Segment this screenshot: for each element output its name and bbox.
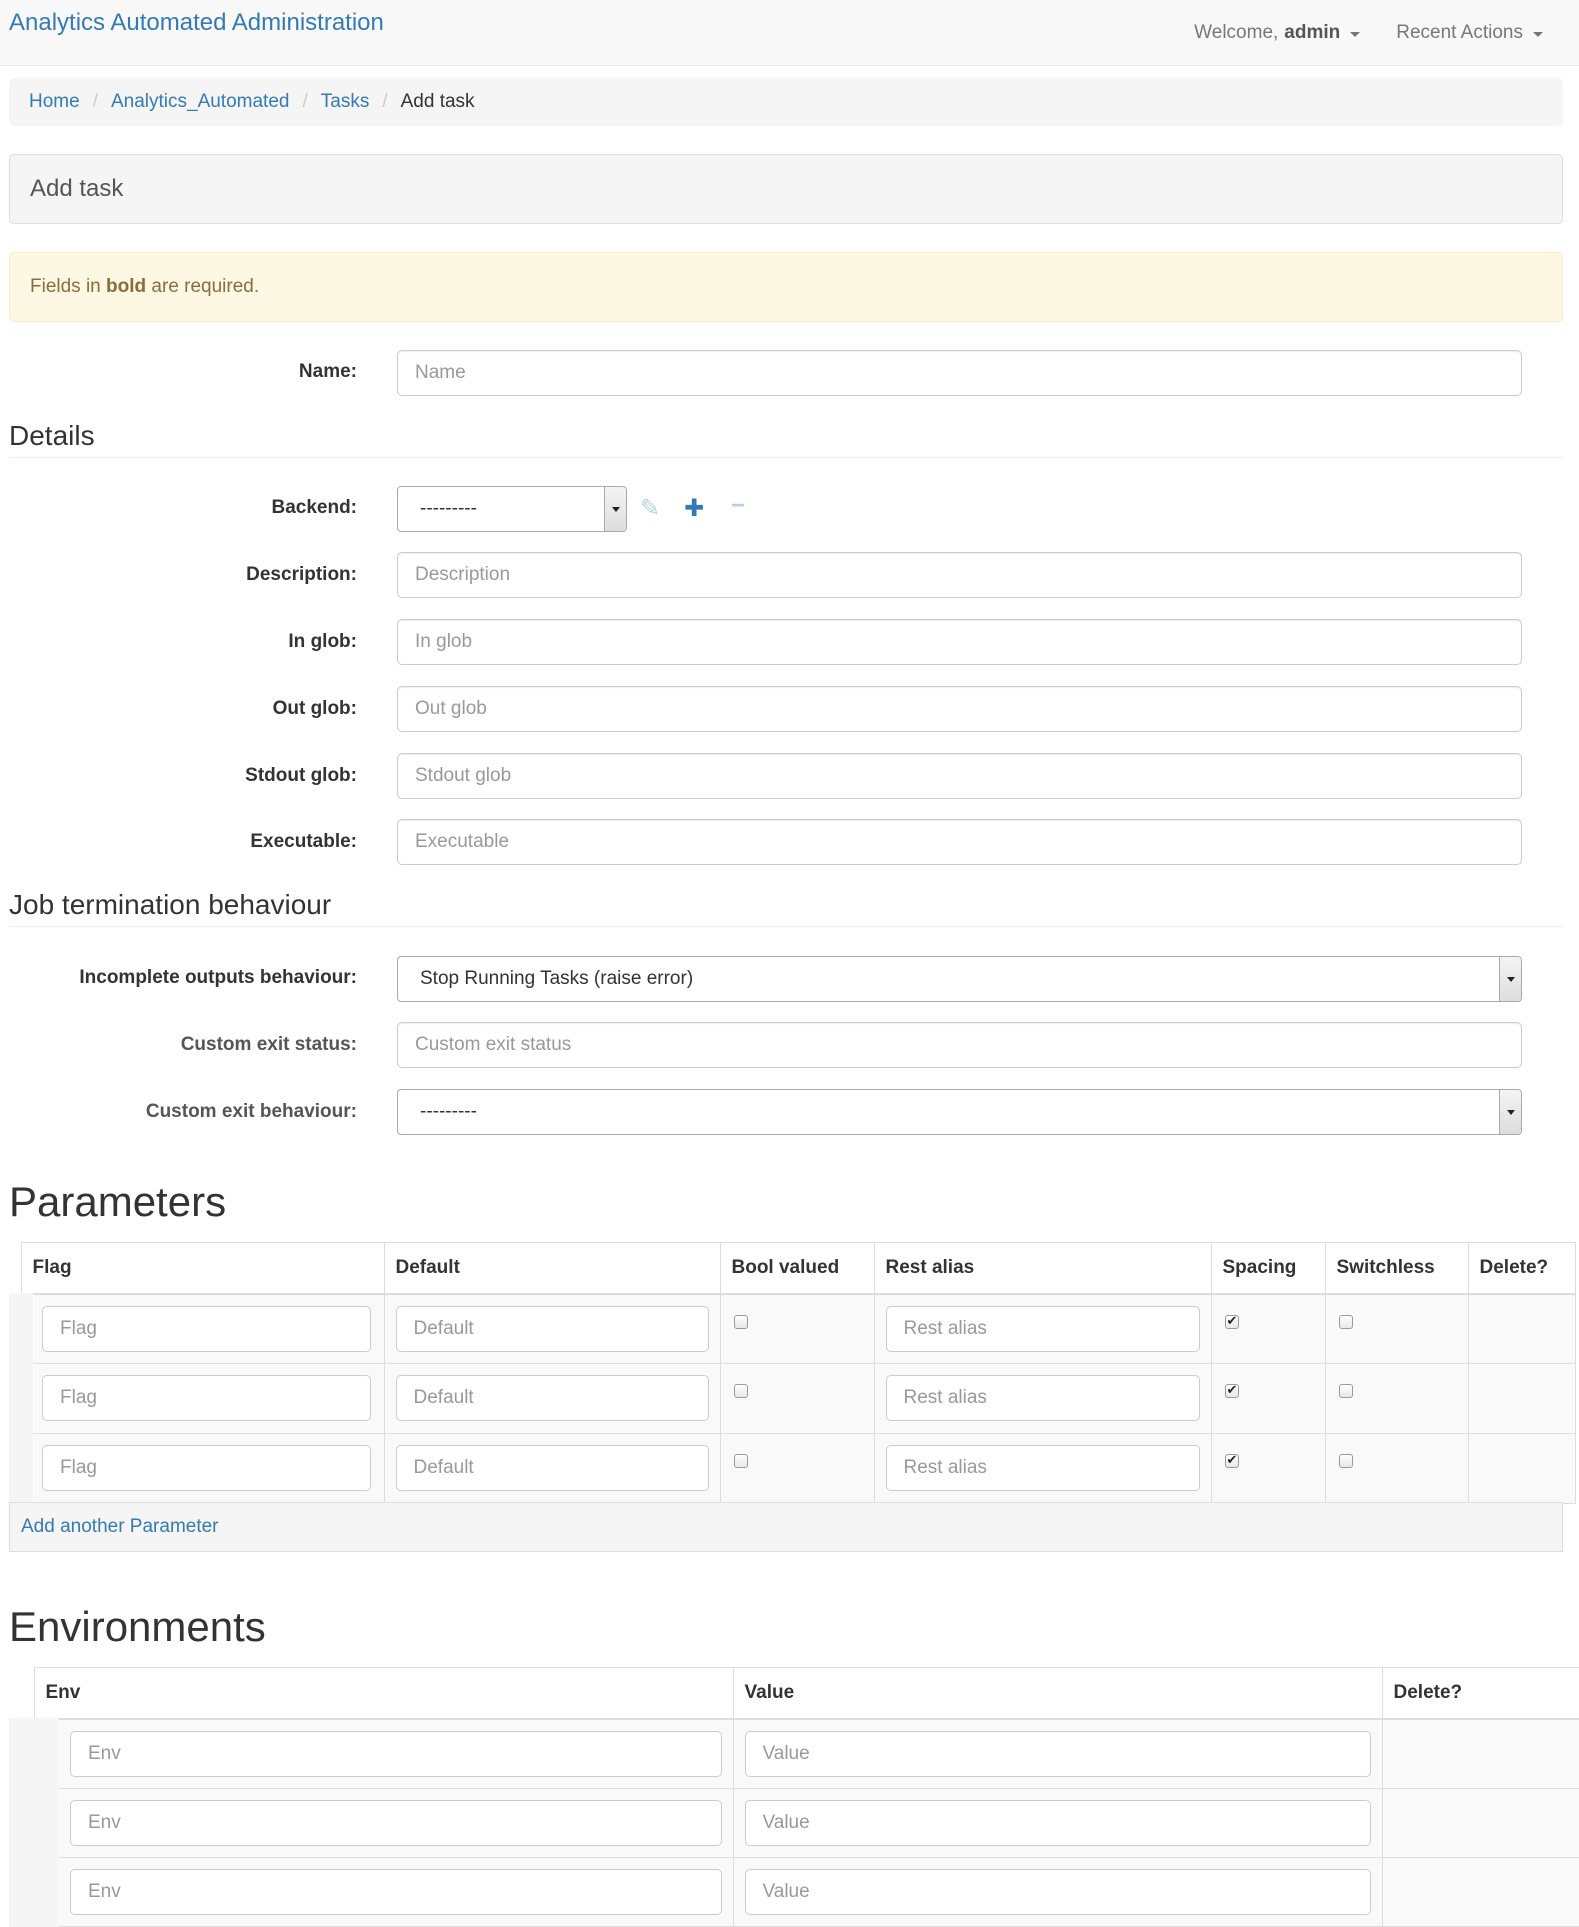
caret-down-icon — [1350, 32, 1360, 37]
custom-exit-status-label: Custom exit status: — [180, 1034, 357, 1055]
breadcrumb-current: Add task — [400, 91, 475, 112]
table-row — [21, 1364, 1575, 1434]
switchless-checkbox[interactable] — [1339, 1315, 1353, 1329]
breadcrumb-tasks[interactable]: Tasks — [320, 91, 370, 112]
flag-input[interactable] — [42, 1375, 371, 1421]
username: admin — [1284, 22, 1341, 43]
switchless-cell — [1325, 1294, 1468, 1364]
backend-select-value: --------- — [420, 498, 477, 519]
env-input[interactable] — [70, 1869, 722, 1915]
description-input[interactable] — [397, 552, 1522, 598]
name-label: Name: — [298, 361, 357, 382]
delete-cell — [1382, 1857, 1579, 1926]
delete-cell — [1468, 1364, 1575, 1434]
recent-actions-label: Recent Actions — [1396, 22, 1523, 43]
switchless-checkbox[interactable] — [1339, 1384, 1353, 1398]
name-input[interactable] — [397, 350, 1522, 396]
value-cell — [733, 1719, 1382, 1789]
termination-divider — [9, 926, 1563, 927]
brand-link[interactable]: Analytics Automated Administration — [9, 9, 384, 36]
flag-cell — [21, 1434, 384, 1504]
minus-icon[interactable]: − — [731, 492, 746, 519]
environments-header-row — [34, 1668, 1579, 1719]
column-header-spacing: Spacing — [1211, 1243, 1325, 1294]
pencil-icon[interactable]: ✎ — [640, 495, 661, 522]
default-cell — [384, 1364, 720, 1434]
incomplete-outputs-value: Stop Running Tasks (raise error) — [420, 968, 694, 989]
default-input[interactable] — [396, 1306, 709, 1352]
value-input[interactable] — [745, 1800, 1371, 1846]
breadcrumb-separator: / — [302, 91, 308, 112]
spacing-cell — [1211, 1434, 1325, 1504]
value-cell — [733, 1857, 1382, 1926]
add-parameter-link[interactable]: Add another Parameter — [21, 1516, 219, 1537]
backend-select[interactable] — [397, 486, 627, 532]
switchless-cell — [1325, 1364, 1468, 1434]
bool-valued-checkbox[interactable] — [734, 1315, 748, 1329]
environments-table — [9, 1667, 1579, 1927]
delete-cell — [1382, 1719, 1579, 1789]
out-glob-label: Out glob: — [272, 698, 357, 719]
default-cell — [384, 1434, 720, 1504]
table-row — [21, 1294, 1575, 1364]
custom-exit-behaviour-value: --------- — [420, 1101, 477, 1122]
rest-alias-input[interactable] — [886, 1375, 1200, 1421]
in-glob-label: In glob: — [288, 631, 357, 652]
welcome-prefix: Welcome, — [1194, 22, 1279, 43]
rest-alias-cell — [874, 1364, 1211, 1434]
bool-valued-checkbox[interactable] — [734, 1454, 748, 1468]
flag-input[interactable] — [42, 1306, 371, 1352]
incomplete-outputs-dropdown-button[interactable] — [1499, 957, 1521, 1001]
spacing-checkbox[interactable] — [1225, 1454, 1239, 1468]
switchless-cell — [1325, 1434, 1468, 1504]
bool-valued-cell — [720, 1294, 874, 1364]
termination-heading: Job termination behaviour — [9, 889, 332, 920]
spacing-checkbox[interactable] — [1225, 1384, 1239, 1398]
navbar-right — [1194, 0, 1579, 66]
custom-exit-behaviour-dropdown-button[interactable] — [1499, 1090, 1521, 1134]
stdout-glob-input[interactable] — [397, 753, 1522, 799]
details-heading: Details — [9, 420, 95, 451]
delete-cell — [1468, 1294, 1575, 1364]
column-header-delete: Delete? — [1468, 1243, 1575, 1294]
parameters-header-row — [21, 1243, 1575, 1294]
column-header-flag: Flag — [21, 1243, 384, 1294]
default-cell — [384, 1294, 720, 1364]
default-input[interactable] — [396, 1375, 709, 1421]
table-row — [34, 1719, 1579, 1789]
navbar — [0, 0, 1579, 66]
custom-exit-behaviour-label: Custom exit behaviour: — [145, 1101, 357, 1122]
environments-heading: Environments — [9, 1603, 266, 1650]
breadcrumb — [9, 78, 1563, 126]
default-input[interactable] — [396, 1445, 709, 1491]
page-title: Add task — [9, 154, 1563, 224]
column-header-delete: Delete? — [1382, 1668, 1579, 1719]
rest-alias-input[interactable] — [886, 1445, 1200, 1491]
backend-label: Backend: — [271, 497, 357, 518]
column-header-env: Env — [34, 1668, 733, 1719]
parameters-heading: Parameters — [9, 1178, 227, 1225]
alert-bold: bold — [106, 276, 147, 297]
in-glob-input[interactable] — [397, 619, 1522, 665]
flag-cell — [21, 1294, 384, 1364]
executable-label: Executable: — [250, 831, 357, 852]
rest-alias-cell — [874, 1294, 1211, 1364]
alert-suffix: are required. — [146, 276, 260, 297]
bool-valued-checkbox[interactable] — [734, 1384, 748, 1398]
value-input[interactable] — [745, 1869, 1371, 1915]
table-row — [21, 1434, 1575, 1504]
column-header-value: Value — [733, 1668, 1382, 1719]
flag-cell — [21, 1364, 384, 1434]
column-header-rest-alias: Rest alias — [874, 1243, 1211, 1294]
incomplete-outputs-select[interactable] — [397, 956, 1522, 1002]
env-cell — [34, 1857, 733, 1926]
user-menu[interactable] — [1194, 22, 1360, 44]
spacing-cell — [1211, 1294, 1325, 1364]
stdout-glob-label: Stdout glob: — [245, 765, 357, 786]
column-header-bool-valued: Bool valued — [720, 1243, 874, 1294]
caret-down-icon — [1507, 977, 1515, 982]
spacing-cell — [1211, 1364, 1325, 1434]
value-input[interactable] — [745, 1731, 1371, 1777]
add-parameter-row — [9, 1502, 1563, 1552]
switchless-checkbox[interactable] — [1339, 1454, 1353, 1468]
required-fields-alert — [9, 252, 1563, 322]
caret-down-icon — [1507, 1110, 1515, 1115]
backend-dropdown-button[interactable] — [604, 487, 626, 531]
breadcrumb-app[interactable]: Analytics_Automated — [110, 91, 290, 112]
details-divider — [9, 457, 1563, 458]
column-header-switchless: Switchless — [1325, 1243, 1468, 1294]
breadcrumb-separator: / — [92, 91, 98, 112]
env-cell — [34, 1788, 733, 1857]
env-cell — [34, 1719, 733, 1789]
caret-down-icon — [1533, 32, 1543, 37]
env-input[interactable] — [70, 1800, 722, 1846]
delete-cell — [1468, 1434, 1575, 1504]
plus-icon[interactable]: ✚ — [684, 495, 705, 522]
incomplete-outputs-label: Incomplete outputs behaviour: — [79, 967, 357, 988]
table-row — [34, 1788, 1579, 1857]
flag-input[interactable] — [42, 1445, 371, 1491]
bool-valued-cell — [720, 1364, 874, 1434]
caret-down-icon — [612, 507, 620, 512]
recent-actions-menu[interactable] — [1396, 22, 1543, 44]
out-glob-input[interactable] — [397, 686, 1522, 732]
custom-exit-status-input[interactable] — [397, 1022, 1522, 1068]
description-label: Description: — [246, 564, 357, 585]
rest-alias-cell — [874, 1434, 1211, 1504]
column-header-default: Default — [384, 1243, 720, 1294]
custom-exit-behaviour-select[interactable] — [397, 1089, 1522, 1135]
breadcrumb-separator: / — [382, 91, 388, 112]
env-input[interactable] — [70, 1731, 722, 1777]
executable-input[interactable] — [397, 819, 1522, 865]
alert-prefix: Fields in — [30, 276, 107, 297]
rest-alias-input[interactable] — [886, 1306, 1200, 1352]
parameters-table — [9, 1242, 1576, 1504]
table-row — [34, 1857, 1579, 1926]
value-cell — [733, 1788, 1382, 1857]
delete-cell — [1382, 1788, 1579, 1857]
spacing-checkbox[interactable] — [1225, 1315, 1239, 1329]
bool-valued-cell — [720, 1434, 874, 1504]
breadcrumb-home[interactable]: Home — [29, 91, 80, 112]
